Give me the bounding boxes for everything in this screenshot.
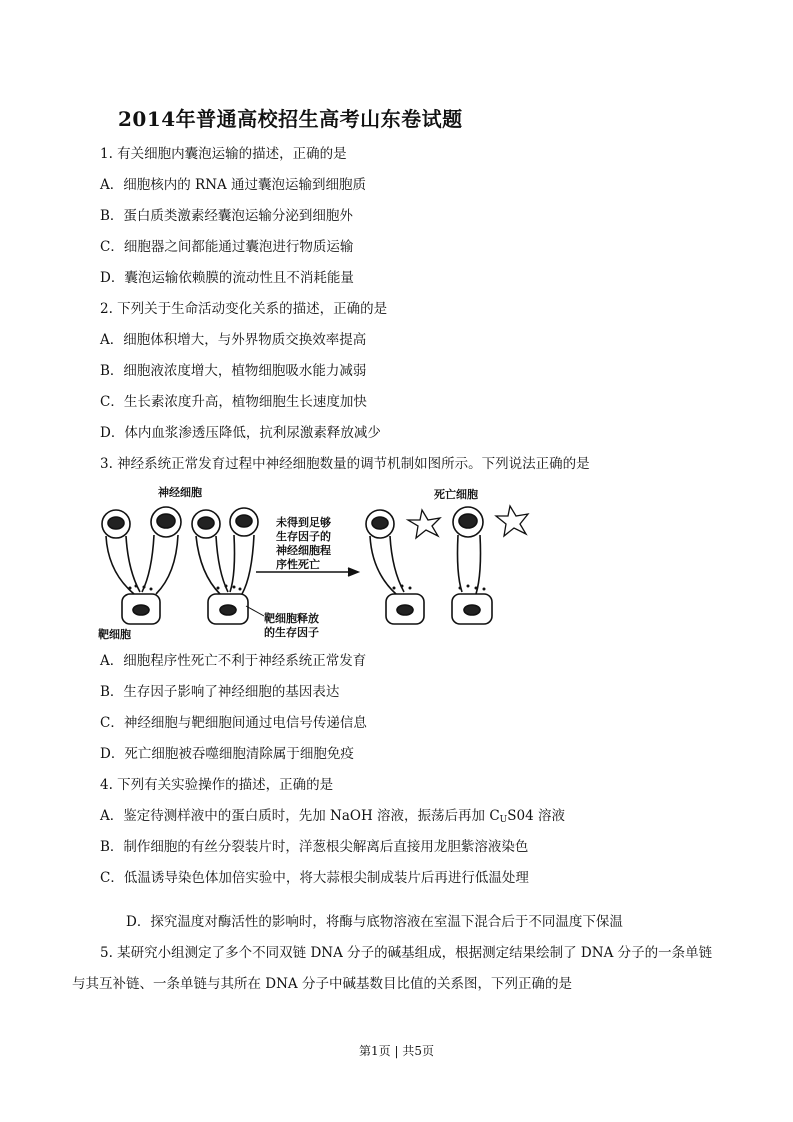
q1-stem: 1. 有关细胞内囊泡运输的描述，正确的是 — [100, 146, 347, 162]
q4-option-b: B．制作细胞的有丝分裂装片时，洋葱根尖解离后直接用龙胆紫溶液染色 — [100, 839, 529, 855]
q1-option-b: B．蛋白质类激素经囊泡运输分泌到细胞外 — [100, 208, 353, 224]
q4-option-a — [100, 807, 565, 829]
factor-text-2: 的生存因子 — [264, 626, 319, 639]
q2-stem: 2. 下列关于生命活动变化关系的描述，正确的是 — [100, 301, 388, 317]
q5-line-2: 与其互补链、一条单链与其所在 DNA 分子中碱基数目比值的关系图，下列正确的是 — [72, 976, 572, 992]
q2-option-b: B．细胞液浓度增大，植物细胞吸水能力减弱 — [100, 363, 367, 379]
q2-option-d: D．体内血浆渗透压降低，抗利尿激素释放减少 — [100, 425, 381, 441]
label-dead-cell: 死亡细胞 — [434, 488, 478, 501]
q3-option-a: A．细胞程序性死亡不利于神经系统正常发育 — [100, 653, 367, 669]
q1-option-d: D．囊泡运输依赖膜的流动性且不消耗能量 — [100, 270, 354, 286]
q4-option-a-sub: U — [499, 815, 508, 825]
q4-option-a-pre: A．鉴定待测样液中的蛋白质时，先加 NaOH 溶液，振荡后再加 C — [100, 808, 500, 824]
arrow-text-2: 生存因子的 — [276, 530, 331, 543]
factor-text-1: 靶细胞释放 — [264, 612, 319, 625]
arrow-text-3: 神经细胞程 — [276, 544, 331, 557]
label-neuron: 神经细胞 — [158, 486, 202, 499]
q1-option-c: C．细胞器之间都能通过囊泡进行物质运输 — [100, 239, 354, 255]
q4-option-c: C．低温诱导染色体加倍实验中，将大蒜根尖制成装片后再进行低温处理 — [100, 870, 529, 886]
page-title: 2014年普通高校招生高考山东卷试题 — [118, 107, 463, 131]
q3-option-c: C．神经细胞与靶细胞间通过电信号传递信息 — [100, 715, 367, 731]
page-footer: 第1页 | 共5页 — [359, 1044, 434, 1058]
q2-option-a: A．细胞体积增大，与外界物质交换效率提高 — [100, 332, 367, 348]
arrow-text-1: 未得到足够 — [276, 516, 331, 529]
q3-stem: 3. 神经系统正常发育过程中神经细胞数量的调节机制如图所示。下列说法正确的是 — [100, 456, 590, 472]
q3-option-d: D．死亡细胞被吞噬细胞清除属于细胞免疫 — [100, 746, 354, 762]
arrow-text-4: 序性死亡 — [276, 558, 320, 571]
q5-line-1: 5. 某研究小组测定了多个不同双链 DNA 分子的碱基组成，根据测定结果绘制了 DNA 分子的一条单链 — [100, 945, 713, 961]
q4-option-d: D．探究温度对酶活性的影响时，将酶与底物溶液在室温下混合后于不同温度下保温 — [126, 914, 623, 930]
q4-stem: 4. 下列有关实验操作的描述，正确的是 — [100, 777, 334, 793]
q3-option-b: B．生存因子影响了神经细胞的基因表达 — [100, 684, 340, 700]
neuron-diagram — [96, 482, 556, 642]
label-target-cell: 靶细胞 — [98, 628, 131, 641]
q1-option-a: A．细胞核内的 RNA 通过囊泡运输到细胞质 — [100, 177, 367, 193]
q2-option-c: C．生长素浓度升高，植物细胞生长速度加快 — [100, 394, 367, 410]
q4-option-a-post: S04 溶液 — [507, 808, 565, 824]
